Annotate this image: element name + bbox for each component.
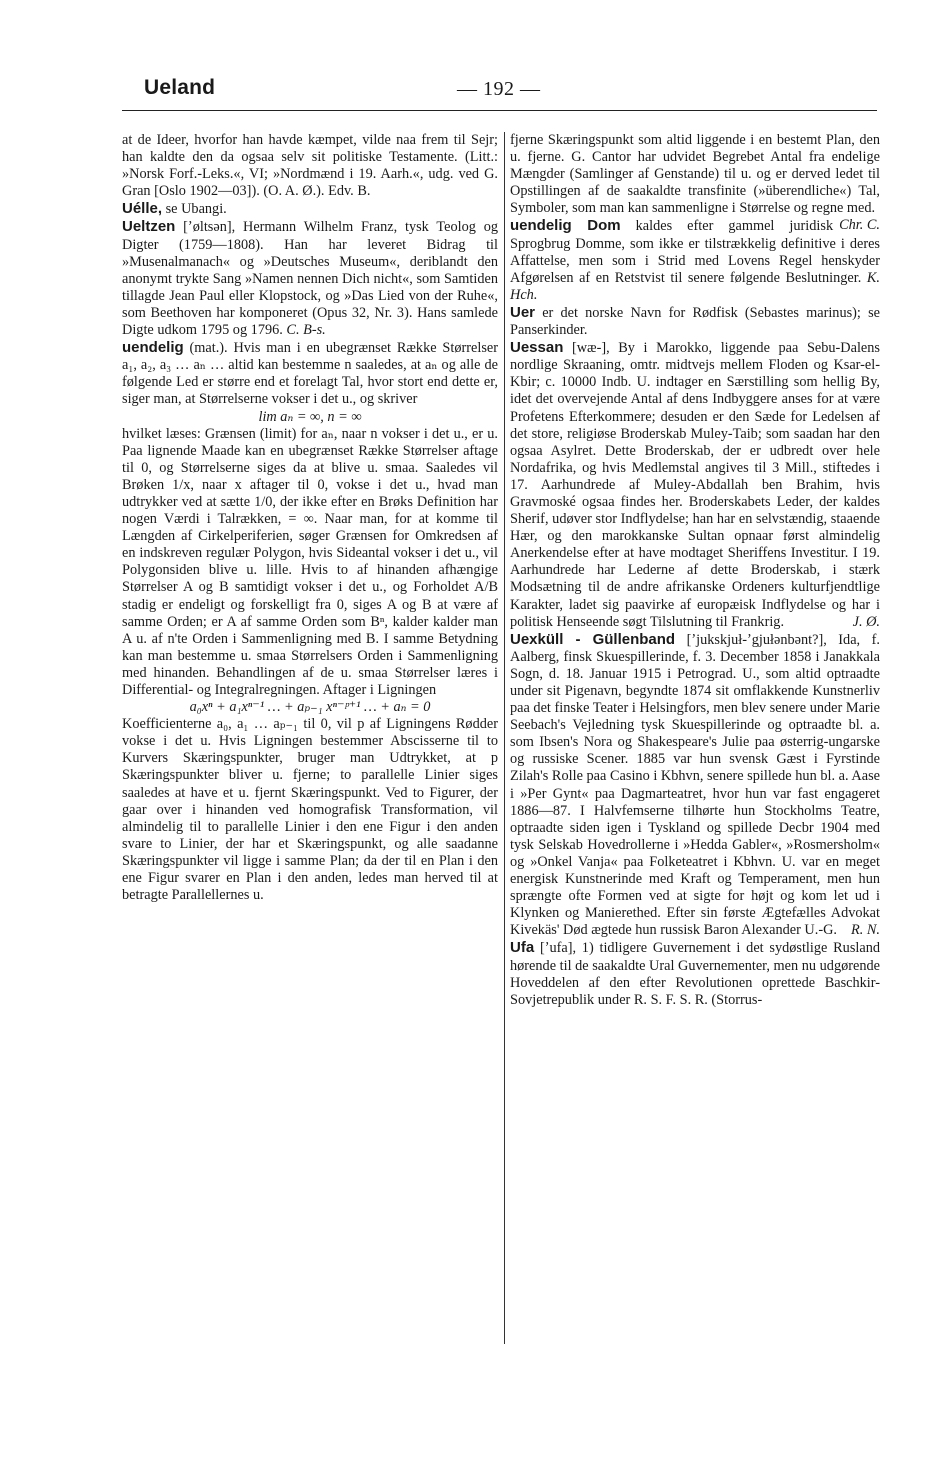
entry-uessan	[510, 339, 880, 631]
ufa-text: [ʼufa], 1) tidligere Guvernement i det sydøstlige Rusland hørende til de saakaldte Ural Guvernementer, men nu udgørende Hoveddelen af den efter Revolutionen oprettede Baschkir-Sovjetrepublik under R. S. F. S. R. (Storrus-	[510, 940, 880, 1008]
uessan-text: [wæ-], By i Marokko, liggende paa Sebu-Dalens nordlige Skraaning, omtr. midtvejs mellem Floden og Ksar-el-Kbir; c. 10000 Indb. U. indtager en Særstilling som hellig By, idet det overvejende Antal af dens Indbyggere anses for at være Profetens Efterkommere; desuden er den Sæde for Ledelsen af det store, religiøse Broderskab Muley-Taib; som saadan har den ogsaa Asylret. Dette Broderskab, der er udbredt over hele Nordafrika, og hvis Medlemstal angives til 3 Mill., stiftedes i 17. Aarhundrede af Muley-Abdallah ben Brahim, hvis Gravmoské ogsaa findes her. Broderskabets Leder, der kaldes Sherif, udøver stor Indflydelse; han har en selvstændig, staaende Hær, og den marokkanske Sultan opnaar først almindelig Anerkendelse efter at have modtaget Sheriffens Investitur. I 19. Aarhundrede har Lederne af dette Broderskab, i stærk Modsætning til de andre afrikanske Ordeners kulturfjendtlige Karakter, ladet sig paavirke af europæisk Indflydelse og har i politisk Henseende søgt Tilslutning til Frankrig.	[510, 340, 880, 630]
uendelig-text-2: hvilket læses: Grænsen (limit) for aₙ, naar n vokser i det u., er u. Paa lignende Maade kan en ubegrænset Række Størrelser aftage til 0, og Størrelserne siges da at blive u. smaa. Saaledes vil Brøken 1/x, naar x aftager til 0, vokse i det u., hvad man udtrykker ved at sætte 1/0, der ikke efter en Brøks Definition har nogen Værdi i Talrækken, = ∞. Naar man, for at komme til Længden af Cirkelperiferien, søger Grænsen for Omkredsen af en indskreven regulær Polygon, hvis Sideantal vokser i det u., vil Polygonsiden blive u. lille. Hvis to af hinanden afhængige Størrelser A og B samtidigt vokser i det u., og Forholdet A/B stadig er endeligt og forskelligt fra 0, siges A og B at være af samme Orden; er A af samme Orden som Bⁿ, kalder kalder man A u. af n'te Orden i Sammenligning med B. I samme Betydning kan man bestemme u. smaa Størrelsers Orden i Sammenligning med hinanden. Behandlingen af de u. smaa Størrelser læres i Differential- og Integralregningen. Aftager i Ligningen	[122, 425, 498, 698]
right-column	[510, 132, 880, 1009]
headword-uendelig-dom: uendelig Dom	[510, 217, 621, 235]
ueltzen-text: [ʼøltsən], Hermann Wilhelm Franz, tysk Teolog og Digter (1759—1808). Han har leveret Bidrag til »Musenalmanach« og »Deutsches Museum«, deriblandt den anonymt trykte Sang »Namen nennen Dich nicht«, som Samtiden tillagde Jean Paul eller Klopstock, og »Das Lied von der Ruhe«, som Beethoven har komponeret (Opus 32, Nr. 3). Hans samlede Digte udkom 1795 og 1796.	[122, 219, 498, 339]
uexkull-text: [ʼjukskjuł-ʼgjułənbənt?], Ida, f. Aalberg, finsk Skuespillerinde, f. 3. December 1858 i Janakkala Sogn, d. 18. Januar 1915 i Petrograd. U., som altid optraadte under sit Pigenavn, begyndte 1874 sit omflakkende Kunstnerliv paa det finske Teater i Helsingfors, men blev senere under Marie Seebach's Vejledning tysk Skuespillerinde og optraadte bl. a. som Ibsen's Nora og Shakespeare's Julie paa østerrig-ungarske og russiske Scener. 1885 var hun svensk Gæst i Fyrstinde Zilah's Rolle paa Casino i Kbhvn, senere spillede hun bl. a. Aase i »Per Gynt« paa Dagmarteatret, hvor hun var fast engageret 1886—87. I Halvfemserne tilhørte hun Stockholms Teatre, optraadte siden igen i Tyskland og spillede Decbr 1904 med tysk Selskab Hovedrollerne i »Hedda Gabler«, »Rosmersholm« og »Onkel Vanja« paa Folketeatret i Kbhvn. U. var en meget energisk Kunstnerinde med Kraft og Temperament, men hun sprængte ofte Formen ved at sigte for højt og kom let ud i Klynken og Manierethed. Efter sin første Ægtefælles Advokat Kivekäs' Død ægtede hun russisk Baron Alexander U.-G.	[510, 631, 880, 939]
running-word: Ueland	[144, 76, 216, 99]
headword-ufa: Ufa	[510, 939, 535, 957]
headword-uelle: Uélle,	[122, 200, 163, 218]
left-column	[122, 132, 498, 904]
entry-uendelig-dom	[510, 217, 880, 303]
formula-limit: lim aₙ = ∞, n = ∞	[258, 408, 362, 425]
headword-ueltzen: Ueltzen	[122, 218, 176, 236]
continuation-signature: Chr. C.	[839, 217, 880, 234]
entry-uendelig	[122, 339, 498, 408]
uessan-signature: J. Ø.	[852, 613, 880, 630]
entry-continuation	[122, 132, 498, 200]
formula-polynomial: a₀xⁿ + a₁xⁿ⁻¹ … + aₚ₋₁ xⁿ⁻ᵖ⁺¹ … + aₙ = 0	[189, 699, 431, 716]
headword-uendelig: uendelig	[122, 339, 184, 357]
headword-uexkull: Uexküll - Güllenband	[510, 630, 676, 648]
uer-text: er det norske Navn for Rødfisk (Sebastes marinus); se Panserkinder.	[510, 304, 880, 339]
running-header	[122, 74, 877, 108]
continuation-right-text: fjerne Skæringspunkt som altid liggende i en bestemt Plan, den u. fjerne. G. Cantor har udvidet Begrebet Antal fra endelige Mængder (Samlinger af Genstande) til u. og er derved ledet til Opstillingen af de saakaldte transfinite (»überendliche«) Tal, Symboler, som man kan sammenligne i Størrelse og regne med.	[510, 132, 880, 217]
dom-text: kaldes efter gammel juridisk Sprogbrug Domme, som ikke er tilstrækkelig definitive i deres Affattelse, men som i Strid med Lovens Regel henskyder Afgørelsen af en Retstvist til senere følgende Beslutninger.	[510, 218, 880, 286]
uexkull-signature: R. N.	[851, 922, 880, 939]
header-rule	[122, 110, 877, 111]
entry-uelle	[122, 200, 498, 218]
entry-ueltzen	[122, 218, 498, 339]
uendelig-text-3: Koefficienterne a₀, a₁ … aₚ₋₁ til 0, vil p af Ligningens Rødder vokse i det u. Hvis Ligningen bestemmer Abscisserne til to Kurvers Skæringspunkter, bruger man Udtrykket, at p Skæringspunkter bliver u. fjerne; to parallelle Linier siges saaledes at have et u. fjernt Skæringspunkt. Ved to Figurer, der gaar over i hinanden ved homografisk Transformation, vil almindelig til to parallelle Linier i den ene Figur i den anden svare to Linier, der har et Skæringspunkt, og alle saadanne Skæringspunkter vil ligge i samme Plan; da der til en Plan i den ene Figur svarer en Plan i den anden, ledes man herved til at betragte Parallellernes u.	[122, 716, 498, 904]
headword-uer: Uer	[510, 303, 536, 321]
entry-uer	[510, 304, 880, 339]
uelle-text: se Ubangi.	[165, 201, 227, 218]
page-number: — 192 —	[457, 78, 541, 100]
entry-uexkull	[510, 631, 880, 940]
entry-ufa	[510, 939, 880, 1008]
dom-signature: K. Hch.	[510, 269, 881, 303]
headword-uessan: Uessan	[510, 339, 564, 357]
uendelig-text-1: (mat.). Hvis man i en ubegrænset Række Størrelser a₁, a₂, a₃ … aₙ … altid kan bestemme n saaledes, at aₙ og alle de følgende Led er større end et forelagt Tal, hvor stort end dette er, siger man, at Størrelserne vokser i det u., og skriver	[122, 340, 498, 408]
column-divider	[504, 132, 505, 1344]
ueltzen-signature: C. B-s.	[286, 322, 326, 339]
continuation-text: at de Ideer, hvorfor han havde kæmpet, vilde naa frem til Sejr; han kaldte den da ogsaa selv sit politiske Testamente. (Litt.: »Norsk Forf.-Leks.«, VI; »Nordmænd i 19. Aarh.«, udg. ved G. Gran [Oslo 1902—03]). (O. A. Ø.). Edv. B.	[122, 132, 498, 200]
